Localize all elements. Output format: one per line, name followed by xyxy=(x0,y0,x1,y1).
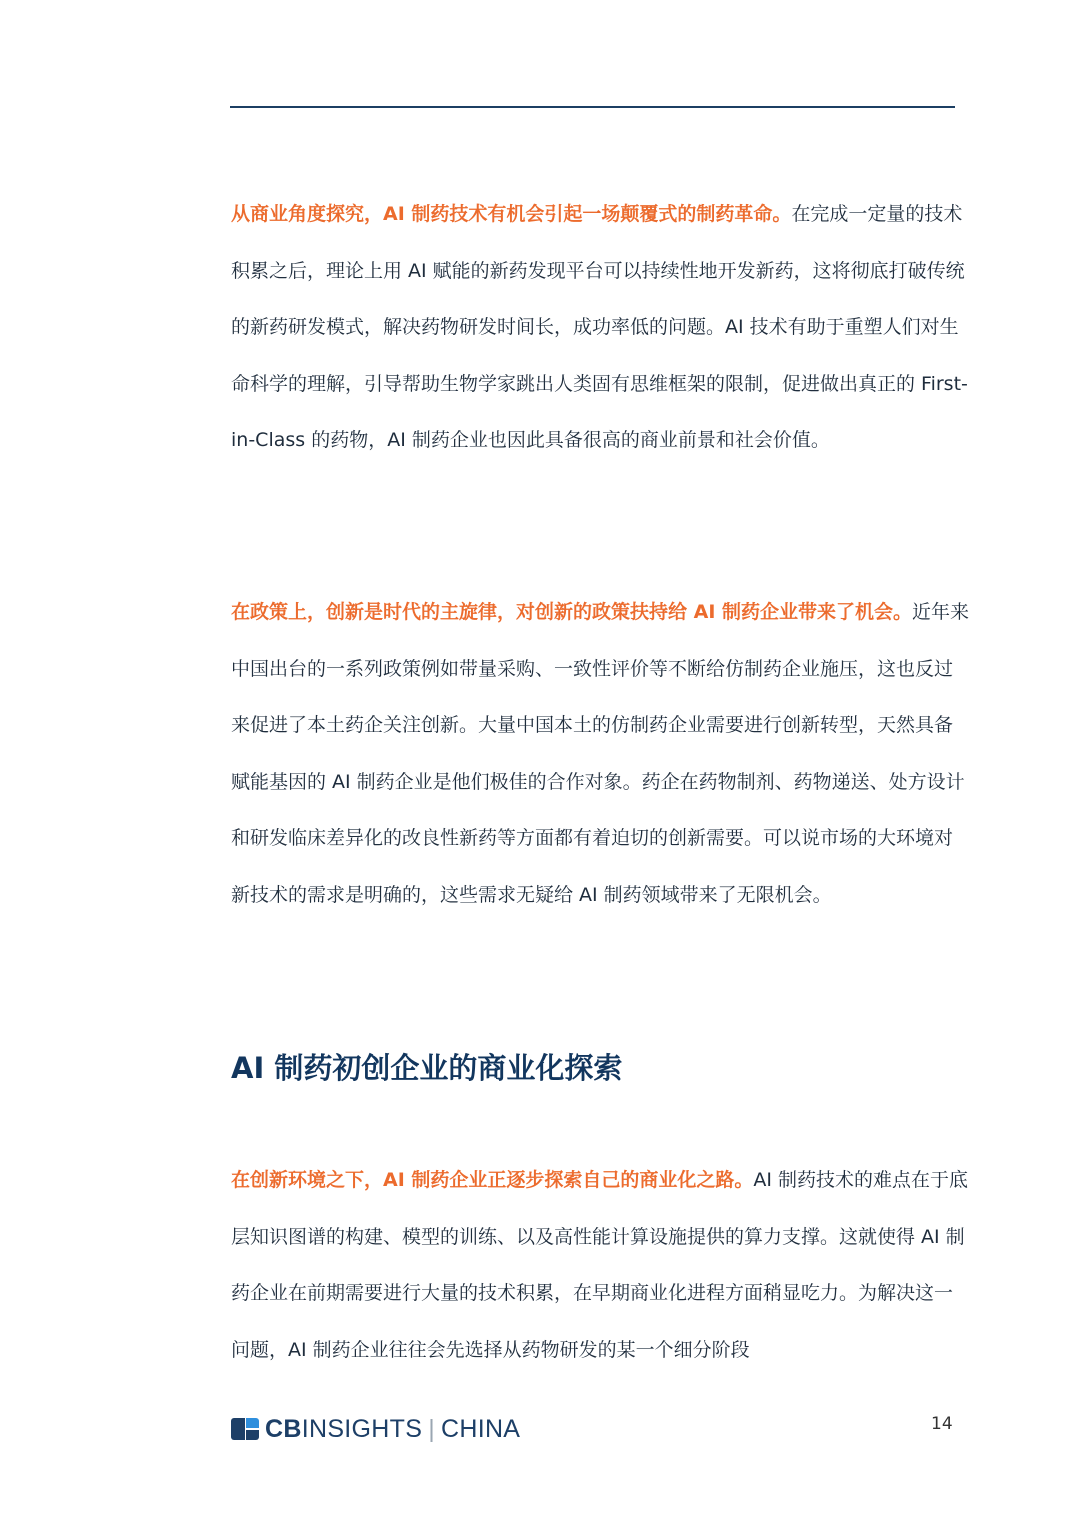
logo-china-text: CHINA xyxy=(440,1414,521,1443)
logo-cb-text: CB xyxy=(265,1414,302,1443)
paragraph-body: AI 制药技术的难点在于底层知识图谱的构建、模型的训练、以及高性能计算设施提供的算力支撑。这就使得 AI 制药企业在前期需要进行大量的技术积累，在早期商业化进程方面稍显吃力。为解决这一问题，AI 制药企业往往会先选择从药物研发的某一个细分阶段 xyxy=(231,1169,969,1361)
section-heading: AI 制药初创企业的商业化探索 xyxy=(231,1051,623,1085)
paragraph-highlight: 从商业角度探究，AI 制药技术有机会引起一场颠覆式的制药革命。 xyxy=(231,203,792,225)
logo-separator: | xyxy=(428,1414,435,1443)
paragraph-policy xyxy=(231,584,971,923)
paragraph-highlight: 在创新环境之下，AI 制药企业正逐步探索自己的商业化之路。 xyxy=(231,1169,754,1191)
paragraph-body: 近年来中国出台的一系列政策例如带量采购、一致性评价等不断给仿制药企业施压，这也反过来促进了本土药企关注创新。大量中国本土的仿制药企业需要进行创新转型，天然具备赋能基因的 AI 制药企业是他们极佳的合作对象。药企在药物制剂、药物递送、处方设计和研发临床差异化的改良性新药等方面都有着迫切的创新需要。可以说市场的大环境对新技术的需求是明确的，这些需求无疑给 AI 制药领域带来了无限机会。 xyxy=(231,601,970,906)
cb-logo-icon xyxy=(231,1418,259,1440)
header-rule xyxy=(230,106,955,108)
logo-wordmark xyxy=(265,1415,520,1444)
paragraph-commercialization xyxy=(231,1152,971,1378)
paragraph-commercial xyxy=(231,186,971,469)
page-number: 14 xyxy=(931,1414,953,1434)
paragraph-body: 在完成一定量的技术积累之后，理论上用 AI 赋能的新药发现平台可以持续性地开发新药，这将彻底打破传统的新药研发模式，解决药物研发时间长，成功率低的问题。AI 技术有助于重塑人们对生命科学的理解，引导帮助生物学家跳出人类固有思维框架的限制，促进做出真正的 First-in-Class 的药物，AI 制药企业也因此具备很高的商业前景和社会价值。 xyxy=(231,203,968,451)
logo-insights-text: INSIGHTS xyxy=(301,1414,423,1443)
cb-insights-china-logo xyxy=(231,1412,520,1446)
paragraph-highlight: 在政策上，创新是时代的主旋律，对创新的政策扶持给 AI 制药企业带来了机会。 xyxy=(231,601,913,623)
